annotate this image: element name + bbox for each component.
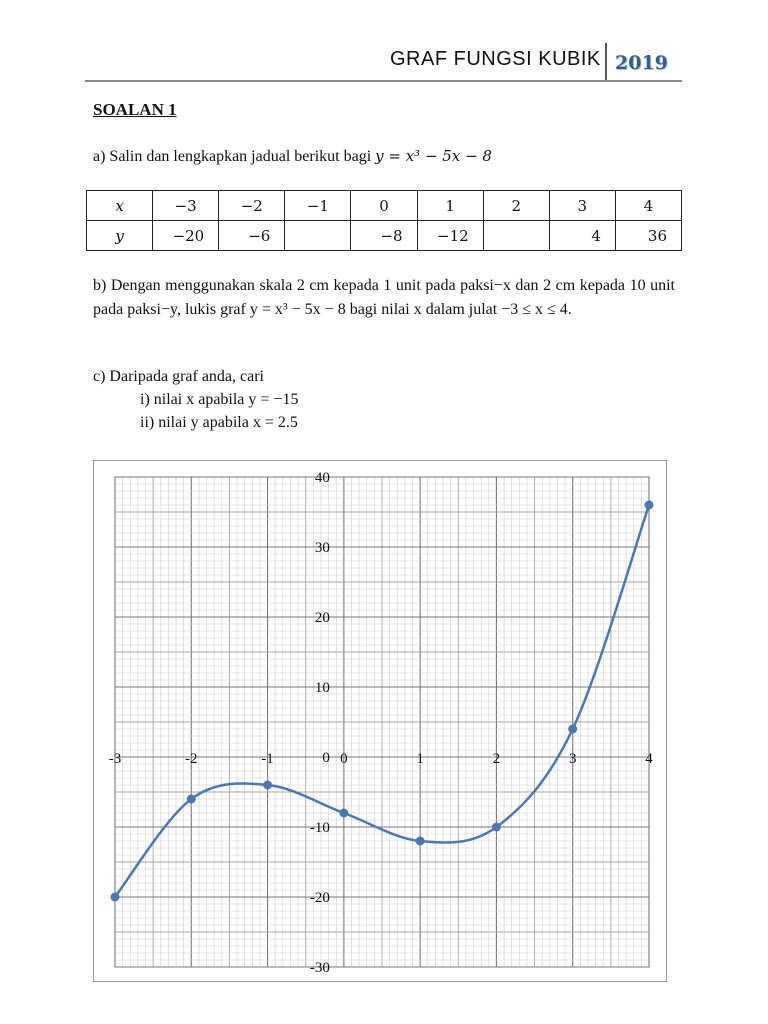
data-point <box>263 781 272 790</box>
table-cell: 2 <box>483 191 549 221</box>
data-point <box>416 837 425 846</box>
x-tick-label: 3 <box>568 751 577 767</box>
table-cell: 0 <box>351 191 417 221</box>
x-tick-label: 0 <box>340 751 348 767</box>
table-cell: −3 <box>153 191 219 221</box>
table-cell: 1 <box>417 191 483 221</box>
part-a-equation: y = x³ − 5x − 8 <box>375 147 492 165</box>
part-b: b) Dengan menggunakan skala 2 cm kepada 1 unit pada paksi−x dan 2 cm kepada 10 unit pada paksi−y, lukis graf y = x³ − 5x − 8 bagi nilai x dalam julat −3 ≤ x ≤ 4. <box>93 277 675 318</box>
table-cell: −6 <box>219 221 285 251</box>
part-c-i: i) nilai x apabila y = −15 <box>140 391 299 408</box>
part-a-text: a) Salin dan lengkapkan jadual berikut bagi <box>93 148 376 165</box>
table-y-label: y <box>87 221 153 251</box>
data-point <box>187 795 196 804</box>
table-cell: −2 <box>219 191 285 221</box>
table-cell: −8 <box>351 221 417 251</box>
y-tick-label: -10 <box>309 820 330 836</box>
question-title: SOALAN 1 <box>93 100 177 119</box>
table-cell: −20 <box>153 221 219 251</box>
x-tick-label: -1 <box>261 751 274 767</box>
header-year: 2019 <box>615 52 668 74</box>
table-cell: 4 <box>549 221 615 251</box>
x-tick-label: 2 <box>492 751 501 767</box>
y-tick-label: 0 <box>322 750 330 766</box>
part-c-ii: ii) nilai y apabila x = 2.5 <box>140 414 298 431</box>
table-cell: 3 <box>549 191 615 221</box>
data-point <box>339 809 348 818</box>
x-tick-label: -3 <box>108 751 122 767</box>
data-point <box>568 725 577 734</box>
table-cell: −12 <box>417 221 483 251</box>
y-tick-label: 30 <box>314 540 330 556</box>
y-tick-label: -30 <box>309 960 330 976</box>
data-point <box>645 501 654 510</box>
part-c-intro: c) Daripada graf anda, cari <box>93 368 264 385</box>
y-tick-label: 20 <box>314 610 330 626</box>
data-point <box>111 893 120 902</box>
y-tick-label: 40 <box>314 470 330 486</box>
x-tick-label: 1 <box>416 751 424 767</box>
table-cell: −1 <box>285 191 351 221</box>
x-tick-label: 4 <box>645 751 653 767</box>
y-tick-label: 10 <box>314 680 330 696</box>
table-x-label: x <box>87 191 153 221</box>
table-cell: 36 <box>615 221 681 251</box>
table-cell: 4 <box>615 191 681 221</box>
data-point <box>492 823 501 832</box>
x-tick-label: -2 <box>185 751 198 767</box>
y-tick-label: -20 <box>309 890 330 906</box>
header-title: GRAF FUNGSI KUBIK <box>390 48 601 70</box>
